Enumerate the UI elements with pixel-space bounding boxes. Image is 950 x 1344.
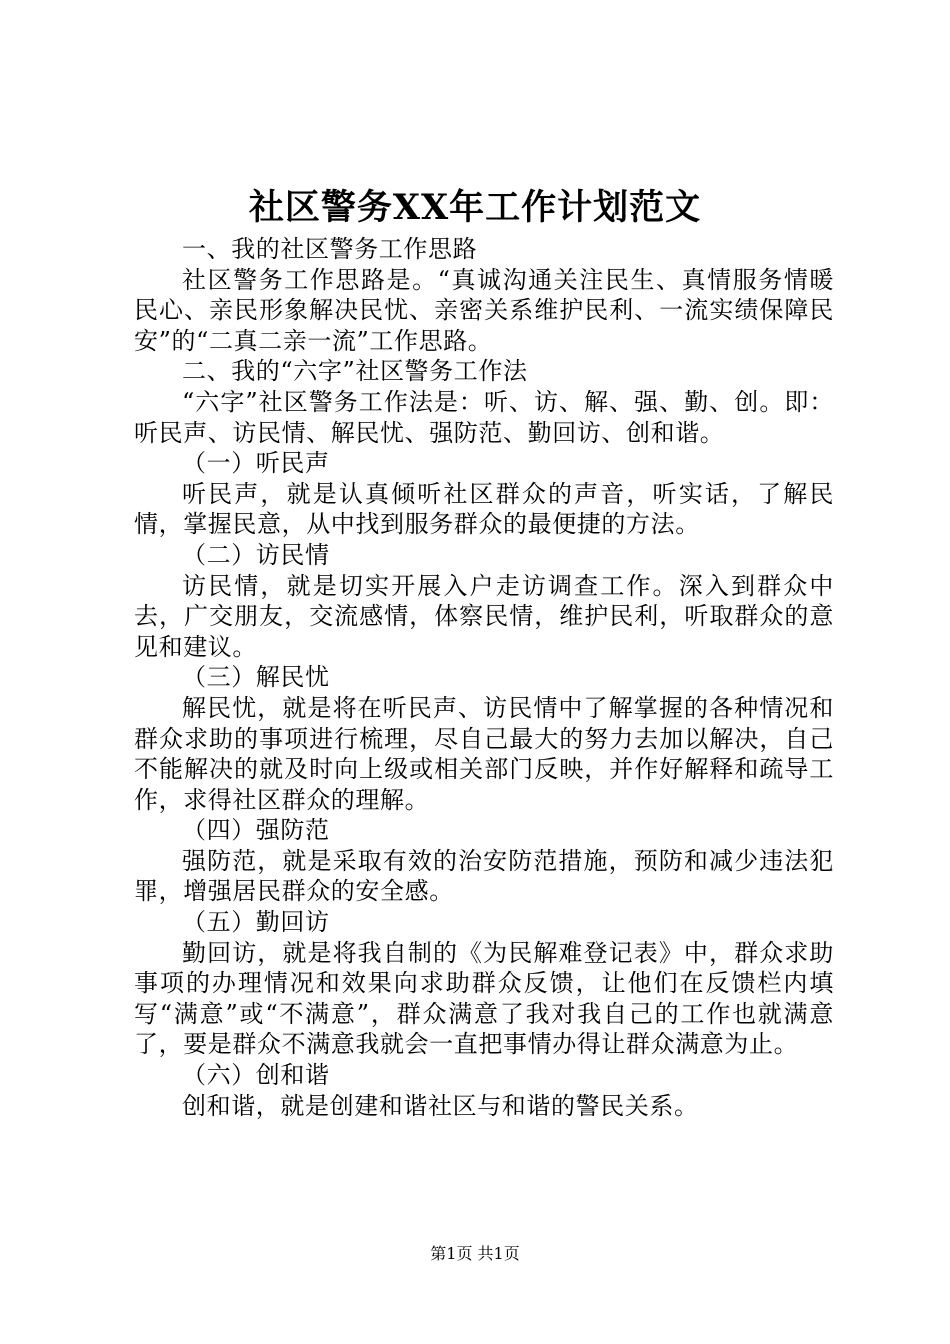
- paragraph-solve: 解民忧，就是将在听民声、访民情中了解掌握的各种情况和群众求助的事项进行梳理，尽自己最大的努力去加以解决，自己不能解决的就及时向上级或相关部门反映，并作好解释和疏导工作，求得社区群众的理解。: [134, 693, 834, 814]
- paragraph-visit: 访民情，就是切实开展入户走访调查工作。深入到群众中去，广交朋友，交流感情，体察民情，维护民利，听取群众的意见和建议。: [134, 571, 834, 661]
- paragraph-harmony: 创和谐，就是创建和谐社区与和谐的警民关系。: [182, 1091, 699, 1120]
- paragraph-revisit: 勤回访，就是将我自制的《为民解难登记表》中，群众求助事项的办理情况和效果向求助群众反馈，让他们在反馈栏内填写“满意”或“不满意”，群众满意了我对我自己的工作也就满意了，要是群众不满意我就会一直把事情办得让群众满意为止。: [134, 938, 834, 1059]
- section-heading-1: 一、我的社区警务工作思路: [182, 235, 478, 263]
- subheading-revisit: （五）勤回访: [182, 908, 330, 937]
- document-title: 社区警务XX年工作计划范文: [248, 187, 702, 228]
- subheading-visit: （二）访民情: [182, 540, 330, 569]
- subheading-harmony: （六）创和谐: [182, 1061, 330, 1090]
- page-footer: 第1页 共1页: [430, 1244, 520, 1263]
- subheading-solve: （三）解民忧: [182, 663, 330, 692]
- subheading-prevent: （四）强防范: [182, 816, 330, 845]
- section-heading-2: 二、我的“六字”社区警务工作法: [182, 357, 528, 386]
- subheading-listen: （一）听民声: [182, 449, 330, 478]
- paragraph-prevent: 强防范，就是采取有效的治安防范措施，预防和减少违法犯罪，增强居民群众的安全感。: [134, 846, 834, 906]
- paragraph-six-word-method: “六字”社区警务工作法是：听、访、解、强、勤、创。即：听民声、访民情、解民忧、强防范、勤回访、创和谐。: [134, 387, 834, 447]
- paragraph-work-approach: 社区警务工作思路是。“真诚沟通关注民生、真情服务情暖民心、亲民形象解决民忧、亲密关系维护民利、一流实绩保障民安”的“二真二亲一流”工作思路。: [134, 265, 834, 355]
- paragraph-listen: 听民声，就是认真倾听社区群众的声音，听实话，了解民情，掌握民意，从中找到服务群众的最便捷的方法。: [134, 479, 834, 539]
- document-body: [134, 234, 834, 1121]
